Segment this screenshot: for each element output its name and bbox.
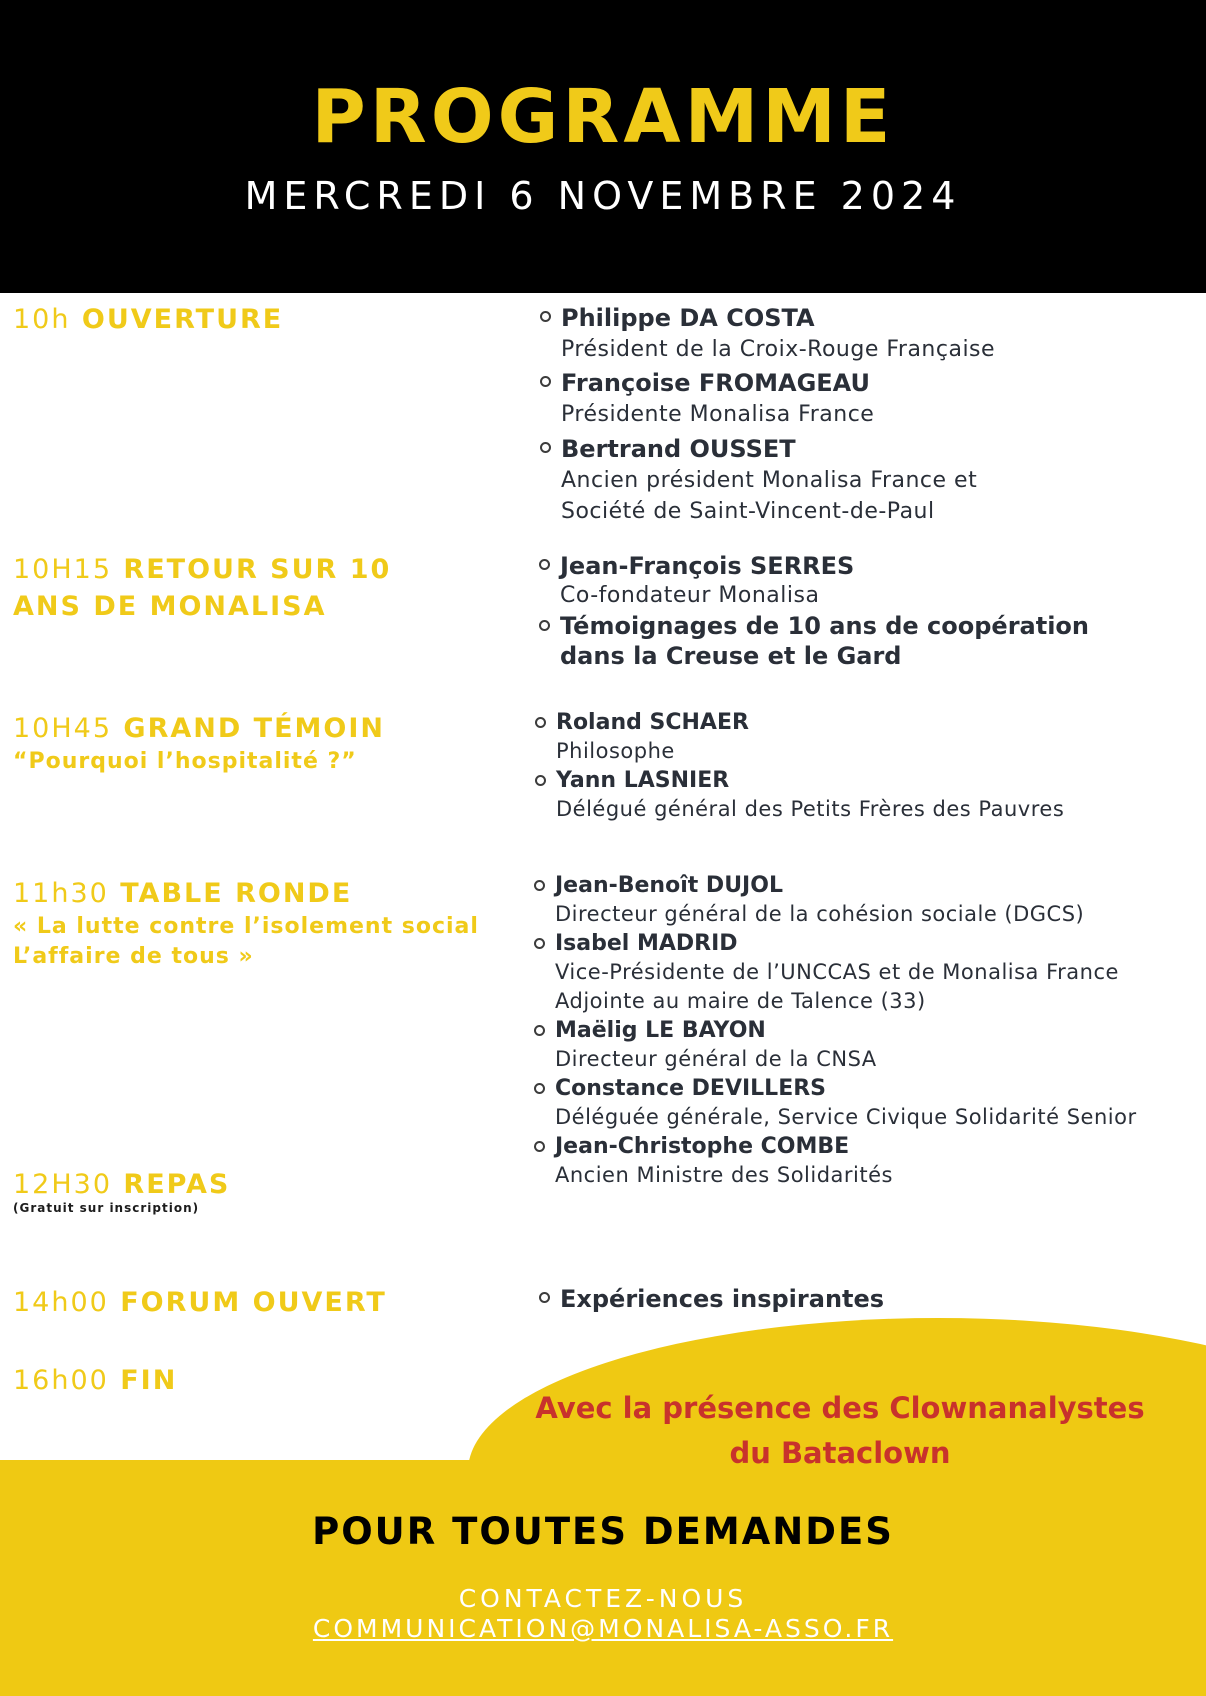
session-label: FIN	[120, 1365, 178, 1396]
speaker-item	[555, 1132, 1195, 1190]
speaker-name: Yann LASNIER	[556, 768, 730, 793]
speaker-role-line2: Société de Saint-Vincent-de-Paul	[561, 499, 935, 524]
speaker-item	[560, 550, 1200, 610]
session-time: 16h00	[13, 1365, 109, 1396]
bullet-icon	[535, 717, 546, 728]
speaker-name: Isabel MADRID	[555, 931, 738, 956]
clown-announcement	[500, 1386, 1180, 1476]
footer-heading: POUR TOUTES DEMANDES	[312, 1510, 894, 1553]
speaker-role: Délégué général des Petits Frères des Pauvres	[556, 797, 1065, 821]
speaker-name: Françoise FROMAGEAU	[561, 369, 870, 397]
speaker-item	[556, 766, 1196, 824]
speaker-role: Ancien Ministre des Solidarités	[555, 1163, 893, 1187]
page-title: PROGRAMME	[311, 74, 895, 160]
speaker-item	[556, 708, 1196, 766]
testimony-title-line2: dans la Creuse et le Gard	[560, 642, 902, 670]
session-label: RETOUR SUR 10	[123, 554, 392, 585]
session-label-line2: ANS DE MONALISA	[13, 591, 327, 622]
session-subtitle-line2: L’affaire de tous »	[13, 944, 254, 969]
event-date: MERCREDI 6 NOVEMBRE 2024	[244, 174, 962, 218]
bullet-icon	[539, 1292, 550, 1303]
bullet-icon	[539, 620, 550, 631]
session-time: 11h30	[13, 878, 109, 909]
session-time: 10H45	[13, 713, 113, 744]
speaker-role: Vice-Présidente de l’UNCCAS et de Monalisa France	[555, 960, 1119, 984]
bullet-icon	[534, 938, 545, 949]
session-grand-temoin	[13, 710, 385, 777]
session-ouverture	[13, 301, 283, 338]
speaker-name: Philippe DA COSTA	[561, 304, 815, 332]
contact-email-link[interactable]: COMMUNICATION@MONALISA-ASSO.FR	[312, 1614, 894, 1643]
speaker-item	[560, 1283, 1200, 1315]
bullet-icon	[535, 775, 546, 786]
speaker-role: Directeur général de la cohésion sociale (DGCS)	[555, 902, 1085, 926]
session-retour	[13, 551, 391, 625]
session-label: GRAND TÉMOIN	[123, 713, 386, 744]
clown-line-1: Avec la présence des Clownanalystes	[535, 1391, 1145, 1425]
bullet-icon	[539, 559, 550, 570]
speaker-name: Maëlig LE BAYON	[555, 1018, 766, 1043]
session-label: TABLE RONDE	[120, 878, 353, 909]
speaker-role-line2: Adjointe au maire de Talence (33)	[555, 989, 926, 1013]
session-time: 12H30	[13, 1169, 113, 1200]
speaker-name: Jean-Benoît DUJOL	[555, 873, 783, 898]
session-subtitle: « La lutte contre l’isolement social	[13, 914, 479, 939]
bullet-icon	[534, 880, 545, 891]
session-forum	[13, 1284, 387, 1321]
bullet-icon	[534, 1025, 545, 1036]
speaker-name: Jean-François SERRES	[560, 552, 855, 580]
session-fin	[13, 1362, 177, 1399]
speaker-item	[560, 611, 1200, 671]
repas-note: (Gratuit sur inscription)	[13, 1201, 200, 1215]
speaker-role: Ancien président Monalisa France et	[561, 468, 978, 493]
speaker-role: Présidente Monalisa France	[561, 402, 875, 427]
contact-label: CONTACTEZ-NOUS	[458, 1584, 748, 1613]
speaker-role: Président de la Croix-Rouge Française	[561, 337, 996, 362]
bullet-icon	[540, 311, 551, 322]
speaker-name: Jean-Christophe COMBE	[555, 1134, 850, 1159]
speaker-item	[555, 1074, 1195, 1132]
speaker-role: Philosophe	[556, 739, 675, 763]
bullet-icon	[540, 442, 551, 453]
session-repas	[13, 1166, 230, 1203]
speaker-role: Co-fondateur Monalisa	[560, 583, 820, 608]
session-table-ronde	[13, 875, 479, 972]
clown-line-2: du Bataclown	[729, 1436, 951, 1470]
footer-band	[0, 1460, 1206, 1696]
speaker-role: Déléguée générale, Service Civique Solidarité Senior	[555, 1105, 1137, 1129]
speaker-name: Constance DEVILLERS	[555, 1076, 827, 1101]
speaker-item	[561, 433, 1201, 527]
header-banner	[0, 0, 1206, 293]
session-label: OUVERTURE	[81, 304, 284, 335]
bullet-icon	[534, 1083, 545, 1094]
session-label: REPAS	[123, 1169, 231, 1200]
speaker-role: Directeur général de la CNSA	[555, 1047, 877, 1071]
session-subtitle: “Pourquoi l’hospitalité ?”	[13, 749, 357, 774]
forum-topic: Expériences inspirantes	[560, 1285, 885, 1313]
speaker-item	[555, 871, 1195, 929]
session-time: 10h	[13, 304, 71, 335]
speaker-item	[561, 367, 1201, 430]
speaker-item	[561, 302, 1201, 365]
testimony-title: Témoignages de 10 ans de coopération	[560, 612, 1090, 640]
speaker-name: Bertrand OUSSET	[561, 435, 796, 463]
speaker-item	[555, 1016, 1195, 1074]
bullet-icon	[534, 1141, 545, 1152]
bullet-icon	[540, 376, 551, 387]
session-time: 10H15	[13, 554, 113, 585]
session-time: 14h00	[13, 1287, 109, 1318]
speaker-name: Roland SCHAER	[556, 710, 749, 735]
speaker-item	[555, 929, 1195, 1016]
session-label: FORUM OUVERT	[120, 1287, 387, 1318]
